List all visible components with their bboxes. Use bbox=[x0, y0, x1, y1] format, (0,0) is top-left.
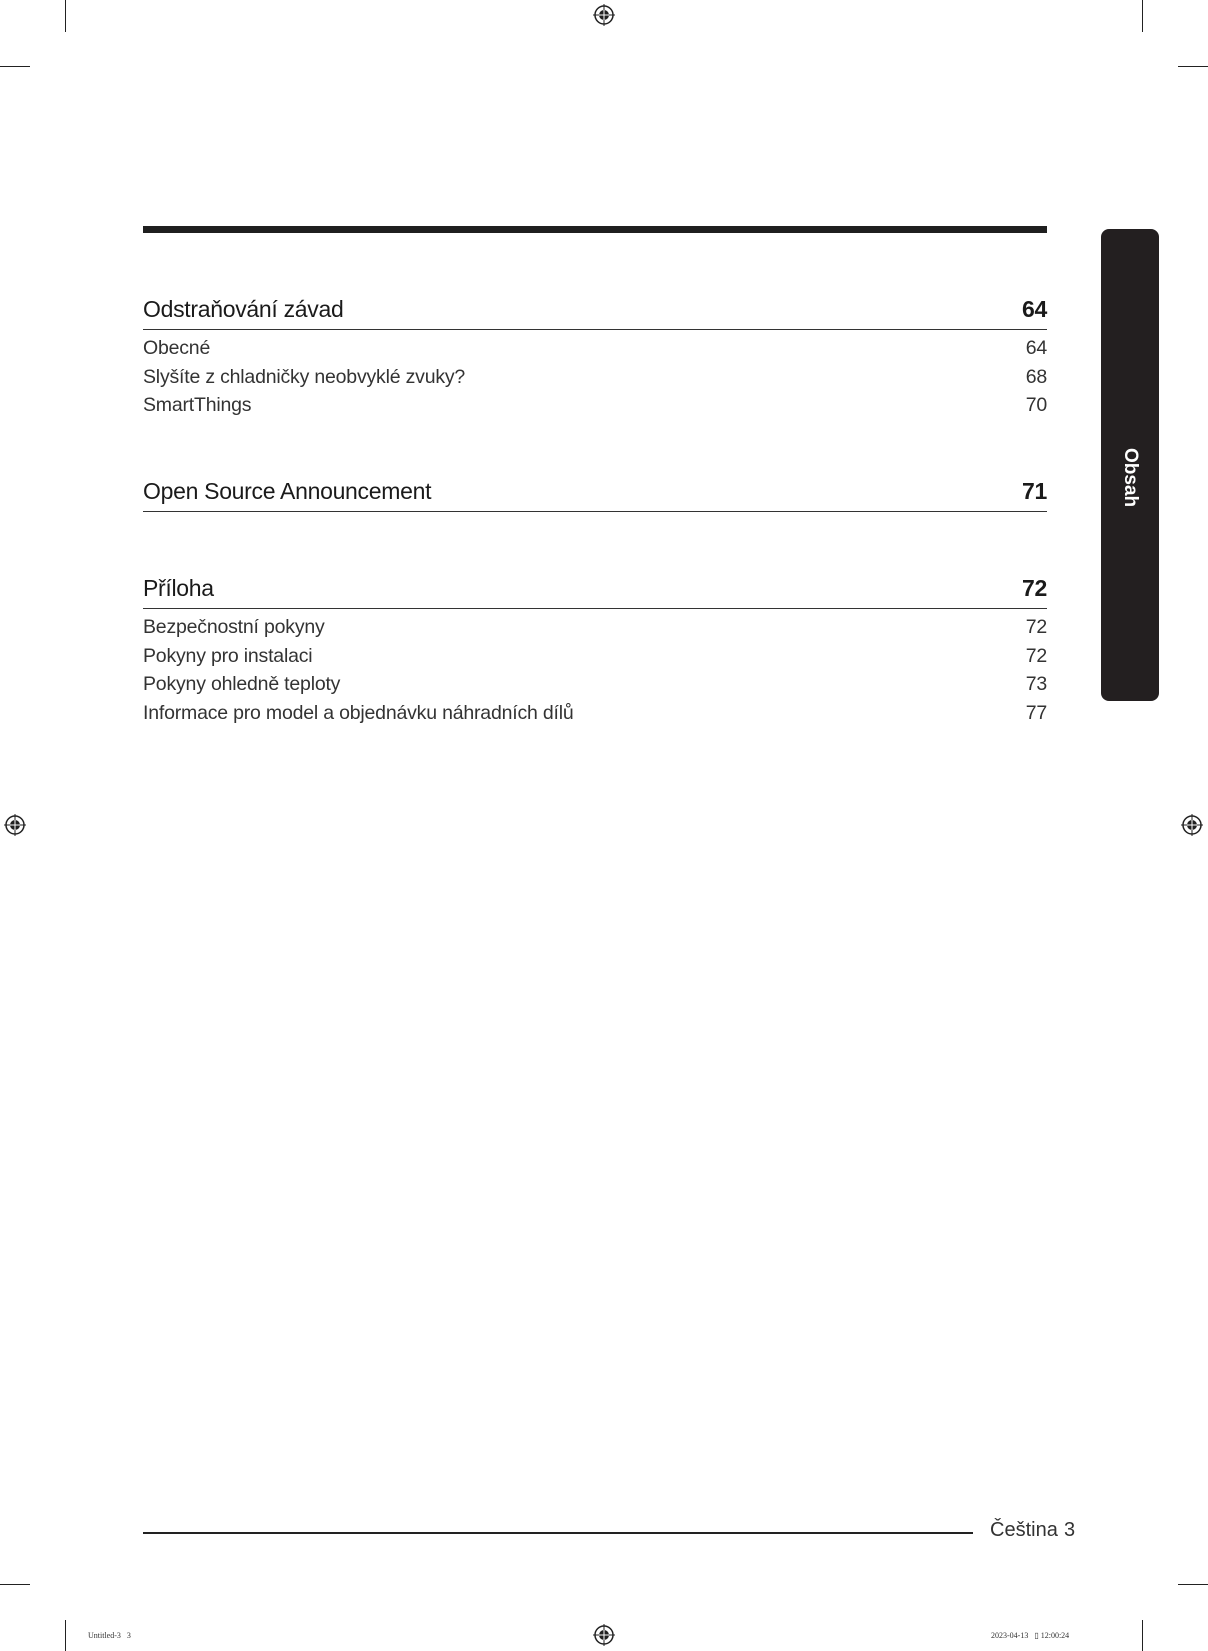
print-slug-left: Untitled-3 3 bbox=[88, 1631, 131, 1640]
toc-item-page: 72 bbox=[1025, 616, 1047, 638]
crop-mark bbox=[65, 0, 66, 32]
crop-mark bbox=[0, 66, 30, 67]
toc-section-title: Odstraňování závad bbox=[143, 296, 344, 322]
toc-item-page: 68 bbox=[1025, 365, 1047, 388]
crop-mark bbox=[0, 1584, 30, 1585]
footer-language: Čeština bbox=[990, 1519, 1058, 1541]
header-rule bbox=[143, 226, 1047, 233]
crop-mark bbox=[1178, 1584, 1208, 1585]
toc-item[interactable] bbox=[143, 670, 1047, 699]
toc-items bbox=[143, 613, 1047, 727]
page-number: 3 bbox=[1064, 1519, 1076, 1541]
toc-section-heading[interactable] bbox=[143, 296, 1047, 330]
registration-mark-icon bbox=[4, 814, 26, 836]
toc-item[interactable] bbox=[143, 642, 1047, 671]
registration-mark-icon bbox=[593, 4, 615, 26]
registration-mark-icon bbox=[593, 1624, 615, 1646]
toc-item-label: Obecné bbox=[143, 337, 211, 359]
toc-item[interactable] bbox=[143, 613, 1047, 642]
toc-item-page: 77 bbox=[1025, 701, 1047, 724]
toc-item[interactable] bbox=[143, 391, 1047, 420]
toc-section-appendix bbox=[143, 575, 1047, 727]
toc-item[interactable] bbox=[143, 699, 1047, 728]
side-tab-label: Obsah bbox=[1120, 448, 1141, 508]
toc-section-heading[interactable] bbox=[143, 575, 1047, 609]
toc-item-label: Informace pro model a objednávku náhradních dílů bbox=[143, 701, 574, 724]
toc-item[interactable] bbox=[143, 363, 1047, 392]
crop-mark bbox=[1178, 66, 1208, 67]
toc-section-page: 71 bbox=[1022, 478, 1047, 504]
toc-item-label: Pokyny ohledně teploty bbox=[143, 673, 341, 695]
crop-mark bbox=[1142, 1620, 1143, 1651]
toc-section-title: Open Source Announcement bbox=[143, 478, 432, 504]
toc-section-heading[interactable] bbox=[143, 478, 1047, 512]
toc-section-open-source bbox=[143, 478, 1047, 512]
toc-item-page: 64 bbox=[1025, 337, 1047, 359]
toc-item-label: Pokyny pro instalaci bbox=[143, 644, 313, 667]
toc-item-page: 73 bbox=[1025, 673, 1047, 695]
footer-rule bbox=[143, 1532, 973, 1534]
toc-item-label: Bezpečnostní pokyny bbox=[143, 616, 325, 638]
toc-section-title: Příloha bbox=[143, 575, 214, 601]
toc-item-page: 72 bbox=[1025, 644, 1047, 667]
toc-item-label: Slyšíte z chladničky neobvyklé zvuky? bbox=[143, 365, 466, 388]
toc-item-page: 70 bbox=[1025, 394, 1047, 416]
toc-section-page: 64 bbox=[1022, 296, 1047, 322]
toc-items bbox=[143, 334, 1047, 420]
toc-section-troubleshooting bbox=[143, 296, 1047, 420]
toc-section-page: 72 bbox=[1022, 575, 1047, 601]
toc-item-label: SmartThings bbox=[143, 394, 252, 416]
print-slug-right: 2023-04-13 ▯ 12:00:24 bbox=[991, 1631, 1070, 1640]
crop-mark bbox=[65, 1620, 66, 1651]
toc-item[interactable] bbox=[143, 334, 1047, 363]
crop-mark bbox=[1142, 0, 1143, 32]
registration-mark-icon bbox=[1181, 814, 1203, 836]
